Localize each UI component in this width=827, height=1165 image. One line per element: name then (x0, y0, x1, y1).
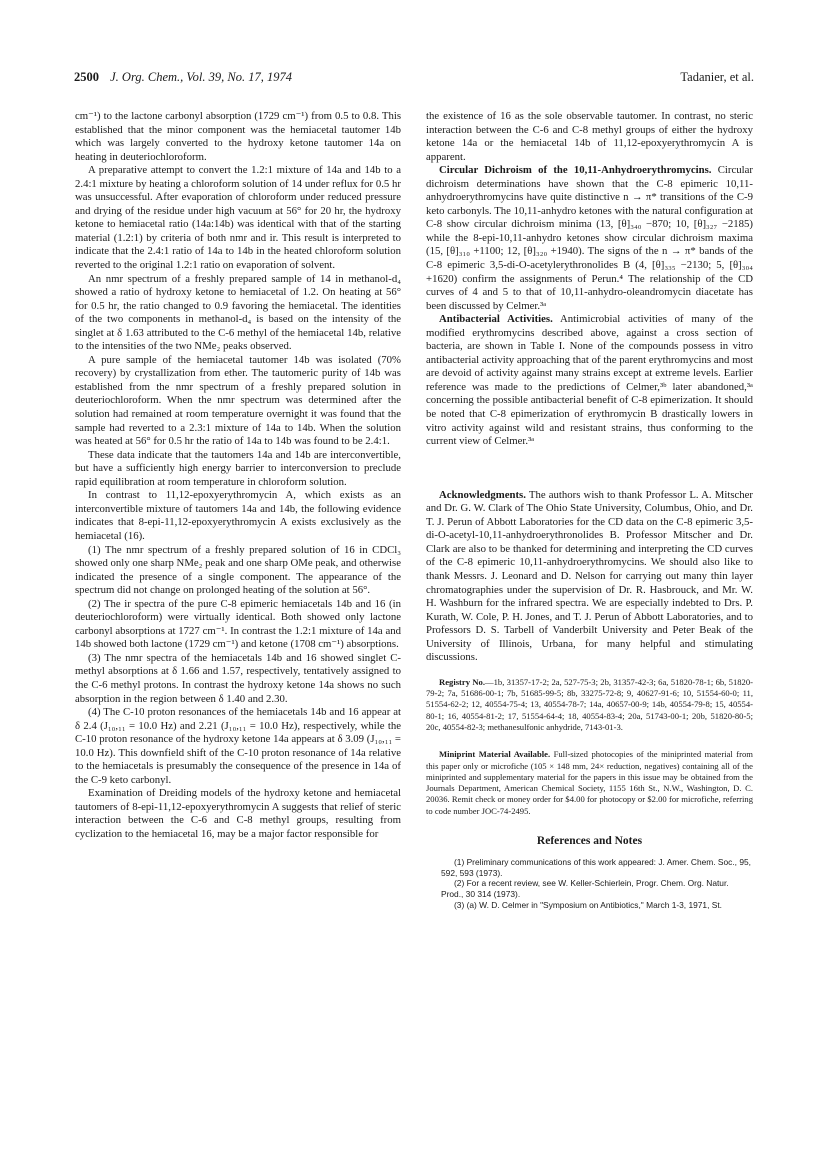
right-column (426, 110, 753, 911)
header-authors: Tadanier, et al. (680, 70, 754, 84)
section-text: Antimicrobial activities of many of the modified erythromycins described above, against a cross section of bacteria, are shown in Table I. None of the compounds possess in vitro antibacterial activity approaching that of the parent erythromycins and most are devoid of activity against many strains except at extreme levels. Earlier reference was made to the predictions of Celmer,³ᵇ later abandoned,³ᵃ concerning the possible antibacterial benefit of C-8 epimerization. It should be noted that C-8 epimerization of erythromycin B drastically lowers in vitro activity against wild and resistant strains, thus conforming to the current view of Celmer.³ᵃ (426, 313, 753, 448)
paragraph: Examination of Dreiding models of the hydroxy ketone and hemiacetal tautomers of 8-epi-11,12-epoxyerythromycin A suggests that relief of steric interaction between the C-6 and C-8 methyl groups, resulting from cyclization to the hemiacetal 16, may be a major factor responsible for (75, 787, 401, 840)
registry-text: —1b, 31357-17-2; 2a, 527-75-3; 2b, 31357-42-3; 6a, 51820-78-1; 6b, 51820-79-2; 7a, 51686-00-1; 7b, 51685-99-5; 8b, 33275-72-8; 9, 40627-91-6; 10, 51554-60-0; 11, 51554-62-2; 12, 40554-75-4; 13, 40554-78-7; 14a, 40657-00-9; 14b, 40554-79-8; 15, 40554-80-1; 16, 40554-81-2; 17, 51554-64-4; 18, 40554-83-4; 20a, 51743-00-1; 20b, 51820-80-5; 20c, 40554-82-3; methanesulfonic anhydride, 7143-01-3. (426, 676, 754, 732)
spacer (426, 449, 753, 489)
header-left (74, 70, 292, 85)
miniprint-text: Full-sized photocopies of the miniprinted material from this paper only or microfiche (105 × 148 mm, 24× reduction, negatives) containing all of the miniprinted and supplementary material for the papers in this issue may be obtained from the Journals Department, American Chemical Society, 1155 16th St., N.W., Washington, D. C. 20036. Remit check or money order for $4.00 for photocopy or $2.00 for microfiche, referring to code number JOC-74-2495. (426, 749, 753, 816)
paragraph: These data indicate that the tautomers 14a and 14b are interconvertible, but have a sufficiently high energy barrier to interconversion to preclude rapid equilibration at room temperature in chloroform solution. (75, 448, 401, 488)
miniprint-note (426, 749, 753, 817)
antibacterial-section (426, 313, 753, 448)
acknowledgments (426, 489, 753, 665)
reference-item: (2) For a recent review, see W. Keller-Schierlein, Progr. Chem. Org. Natur. Prod., 30 314 (1973). (441, 878, 729, 900)
numbered-paragraph: (2) The ir spectra of the pure C-8 epimeric hemiacetals 14b and 16 (in deuteriochloroform) were virtually identical. Both showed only lactone carbonyl absorptions at 1727 cm⁻¹. In contrast the 1.2:1 mixture of 14a and 14b showed both lactone (1729 cm⁻¹) and ketone (1708 cm⁻¹) absorptions. (75, 597, 401, 651)
numbered-paragraph: (4) The C-10 proton resonances of the hemiacetals 14b and 16 appear at δ 2.4 (J₁₀,₁₁ = 10.0 Hz) and 2.21 (J₁₀,₁₁ = 10.0 Hz), respectively, while the C-10 proton resonance of the hydroxy ketone 14a appears at δ 3.09 (J₁₀,₁₁ = 10.0 Hz). This downfield shift of the C-10 proton resonance of 14a relative to the hemiacetals is presumably the consequence of the presence in 14a of the C-9 keto carbonyl. (75, 706, 401, 786)
paragraph: A preparative attempt to convert the 1.2:1 mixture of 14a and 14b to a 2.4:1 mixture by heating a chloroform solution of 14 under reflux for 0.5 hr was unsuccessful. After evaporation of chloroform under reduced pressure and drying of the residue under high vacuum at 56° for 20 hr, the hydroxy ketone to hemiacetal ratio (14a:14b) was identical with that of the starting material (1.2:1) by criteria of both nmr and ir. This result is interpreted to indicate that the 2.4:1 ratio of 14a to 14b in the heated chloroform solution reverted to the original 1.2:1 ratio on evaporation of solvent. (75, 164, 401, 272)
running-header (74, 70, 754, 86)
cd-section (426, 164, 753, 313)
section-text: Circular dichroism determinations have shown that the C-8 epimeric 10,11-anhydroerythromycins have quite distinctive n → π* transitions of the C-9 keto carbonyls. The 10,11-anhydro ketones with the natural configuration at C-8 show circular dichroism minima (13, [θ]₃₄₀ −870; 10, [θ]₃₂₇ −2185) while the 8-epi-10,11-anhydro ketones show circular dichroism maxima (15, [θ]₃₁₀ +1100; 12, [θ]₃₂₀ +1940). The signs of the n → π* bands of the C-8 epimeric 3,5-di-O-acetylerythronolides B (4, [θ]₃₃₅ −2130; 5, [θ]₃₀₄ +1620) confirm the assignments of Perun.⁴ The relationship of the CD curves of 4 and 5 to that of 10,11-anhydro-oleandromycin diacetate has been discussed by Celmer.³ᵃ (426, 164, 753, 312)
numbered-paragraph: (1) The nmr spectrum of a freshly prepared solution of 16 in CDCl₃ showed only one sharp NMe₂ peak and one sharp OMe peak, and otherwise indicated the presence of a single component. The appearance of the spectrum did not change on prolonged heating of the solution at 56°. (75, 543, 401, 597)
numbered-paragraph: (3) The nmr spectra of the hemiacetals 14b and 16 showed singlet C-methyl absorptions at δ 1.66 and 1.57, respectively, tentatively assigned to the C-6 methyl protons. In contrast the hydroxy ketone 14a shows no such absorption in the region between δ 1.40 and 2.30. (75, 651, 401, 705)
references-heading: References and Notes (536, 835, 643, 848)
paragraph: An nmr spectrum of a freshly prepared sample of 14 in methanol-d₄ showed a ratio of hydroxy ketone to hemiacetal of 1.2. On heating at 56° for 0.5 hr, the ratio changed to 0.9 favoring the hemiacetal. The identities of the two components in methanol-d₄ is based on the intensity of the singlet at δ 1.63 attributed to the C-6 methyl of the hemiacetal 14b, relative to the intensities of the two NMe₂ peaks observed. (75, 272, 401, 353)
section-heading: Acknowledgments. (439, 488, 526, 501)
left-column (75, 110, 401, 842)
paragraph: the existence of 16 as the sole observable tautomer. In contrast, no steric interaction between the C-6 and C-8 methyl groups of either the hydroxy ketone 14a or the hemiacetal 14b of 11,12-epoxyerythromycin A is apparent. (426, 110, 753, 163)
reference-item: (1) Preliminary communications of this work appeared: J. Amer. Chem. Soc., 95, 592, 593 (1973). (441, 856, 751, 878)
registry-heading: Registry No. (439, 676, 486, 687)
paragraph: cm⁻¹) to the lactone carbonyl absorption (1729 cm⁻¹) from 0.5 to 0.8. This established that the minor component was the hemiacetal tautomer 14b which was largely converted to the hydroxy ketone tautomer 14a on heating in deuteriochloroform. (75, 110, 401, 163)
miniprint-heading: Miniprint Material Available. (439, 749, 551, 760)
section-text: The authors wish to thank Professor L. A. Mitscher and Dr. G. W. Clark of The Ohio State University, Columbus, Ohio, and Dr. T. J. Perun of Abbott Laboratories for the CD data on the C-8 epimeric 3,5-di-O-acetyl-10,11-anhydroerythronolides B. Professor Mitscher and Dr. Clark are also to be thanked for determining and interpreting the CD curves of the C-8 epimeric 10,11-anhydroerythromycins. We should also like to thank Messrs. J. Leonard and D. Nelson for carrying out many thin layer chromatographies under the supervision of Dr. R. Hasbrouck, and Mr. W. H. Washburn for the infrared spectra. We are especially indebted to Drs. P. Kurath, W. Cole, P. H. Jones, and T. J. Perun of Abbott Laboratories, and to Professors D. S. Tarbell of Vanderbilt University and Peter Beak of the University of Illinois, Urbana, for many helpful and stimulating discussions. (426, 488, 753, 664)
section-heading: Antibacterial Activities. (439, 313, 553, 326)
journal-citation: J. Org. Chem., Vol. 39, No. 17, 1974 (110, 70, 292, 84)
reference-item: (3) (a) W. D. Celmer in "Symposium on Antibiotics," March 1-3, 1971, St. (454, 900, 722, 911)
section-heading: Circular Dichroism of the 10,11-Anhydroerythromycins. (439, 164, 712, 177)
paragraph: In contrast to 11,12-epoxyerythromycin A, which exists as an interconvertible mixture of tautomers 14a and 14b, the following evidence indicates that 8-epi-11,12-epoxyerythromycin A exists exclusively as the hemiacetal (16). (75, 489, 401, 542)
spacer (426, 665, 753, 677)
paragraph: A pure sample of the hemiacetal tautomer 14b was isolated (70% recovery) by crystallization from ether. The tautomeric purity of 14b was established from the nmr spectrum of a freshly prepared solution in deuteriochloroform. When the nmr spectrum was determined after the solution had remained at room temperature overnight it was found that the sample had reverted to a 2.3:1 mixture of 14a to 14b. When the solution was heated at 56° for 0.5 hr the ratio of 14a to 14b was found to be 2.4:1. (75, 353, 401, 448)
registry-numbers (426, 677, 753, 733)
spacer (426, 733, 753, 749)
page-number: 2500 (74, 70, 99, 84)
